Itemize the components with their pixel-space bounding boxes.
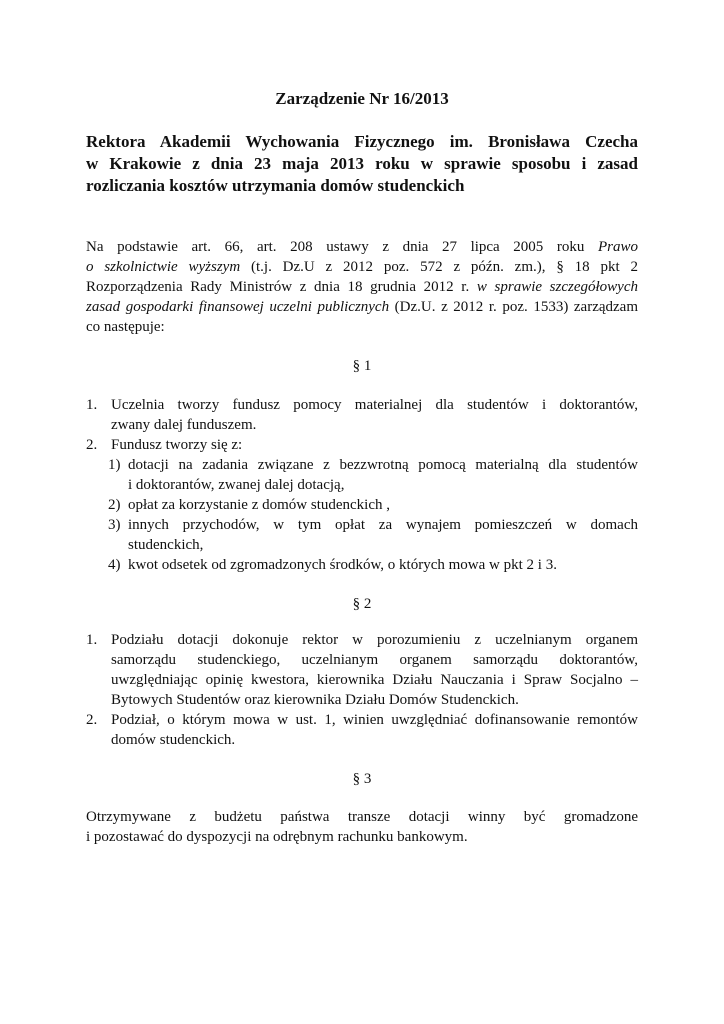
item-line: domów studenckich. <box>111 732 236 748</box>
document-subtitle <box>86 131 638 197</box>
sub-list-item <box>86 555 638 575</box>
item-number: 1. <box>86 397 98 413</box>
item-number: 2. <box>86 437 98 453</box>
subtitle-line: rozliczania kosztów utrzymania domów studenckich <box>86 176 465 195</box>
item-line: Fundusz tworzy się z: <box>111 437 243 453</box>
item-line: studenckich, <box>128 537 204 553</box>
item-line: Uczelnia tworzy fundusz pomocy materialnej dla studentów i doktorantów, <box>111 397 638 413</box>
paragraph-line: Otrzymywane z budżetu państwa transze dotacji winny być gromadzone <box>86 809 638 825</box>
section-1-heading: § 1 <box>352 358 372 374</box>
subtitle-line: Rektora Akademii Wychowania Fizycznego im. Bronisława Czecha <box>86 132 638 151</box>
item-line: Podziału dotacji dokonuje rektor w porozumieniu z uczelnianym organem <box>111 632 638 648</box>
paragraph-line: co następuje: <box>86 319 165 335</box>
item-line: dotacji na zadania związane z bezzwrotną pomocą materialną dla studentów <box>128 457 638 473</box>
italic-text-run: zasad gospodarki finansowej uczelni publicznych <box>86 299 390 315</box>
item-line: opłat za korzystanie z domów studenckich , <box>128 497 391 513</box>
list-item <box>86 395 638 435</box>
item-line: kwot odsetek od zgromadzonych środków, o których mowa w pkt 2 i 3. <box>128 557 557 573</box>
section-1-list <box>86 395 638 575</box>
sub-list-item <box>86 455 638 495</box>
italic-text-run: Prawo <box>597 239 638 255</box>
text-run: Na podstawie art. 66, art. 208 ustawy z dnia 27 lipca 2005 roku <box>86 239 598 255</box>
item-number: 2. <box>86 712 98 728</box>
sub-list-item <box>86 495 638 515</box>
list-item <box>86 435 638 455</box>
list-item <box>86 710 638 750</box>
list-item <box>86 630 638 710</box>
sub-item-number: 4) <box>108 557 121 573</box>
sub-item-number: 1) <box>108 457 121 473</box>
paragraph-line <box>86 257 638 277</box>
text-run: Rozporządzenia Rady Ministrów z dnia 18 grudnia 2012 r. <box>86 279 477 295</box>
subtitle-line: w Krakowie z dnia 23 maja 2013 roku w sprawie sposobu i zasad <box>86 154 638 173</box>
item-line: Podział, o którym mowa w ust. 1, winien uwzględniać dofinansowanie remontów <box>111 712 638 728</box>
italic-text-run: w sprawie szczegółowych <box>476 279 638 295</box>
item-line: Bytowych Studentów oraz kierownika Działu Domów Studenckich. <box>111 692 519 708</box>
item-number: 1. <box>86 632 98 648</box>
section-3-paragraph <box>86 807 638 847</box>
paragraph-line <box>86 237 638 257</box>
item-line: innych przychodów, w tym opłat za wynajem pomieszczeń w domach <box>128 517 638 533</box>
text-run: (t.j. Dz.U z 2012 poz. 572 z późn. zm.), § 18 pkt 2 <box>240 259 638 275</box>
document-title: Zarządzenie Nr 16/2013 <box>275 89 449 108</box>
item-line: i doktorantów, zwanej dalej dotacją, <box>128 477 345 493</box>
section-2-list <box>86 630 638 750</box>
item-line: uwzględniając opinię kwestora, kierownika Działu Nauczania i Spraw Socjalno – <box>111 672 638 688</box>
paragraph-line <box>86 297 638 317</box>
text-run: (Dz.U. z 2012 r. poz. 1533) zarządzam <box>389 299 639 315</box>
legal-basis-paragraph <box>86 237 638 337</box>
sub-item-number: 2) <box>108 497 121 513</box>
section-3-heading: § 3 <box>352 771 372 787</box>
paragraph-line: i pozostawać do dyspozycji na odrębnym rachunku bankowym. <box>86 829 468 845</box>
paragraph-line <box>86 277 638 297</box>
italic-text-run: o szkolnictwie wyższym <box>86 259 241 275</box>
item-line: zwany dalej funduszem. <box>111 417 257 433</box>
item-line: samorządu studenckiego, uczelnianym organem samorządu doktorantów, <box>111 652 638 668</box>
section-2-heading: § 2 <box>352 596 372 612</box>
sub-list-item <box>86 515 638 555</box>
sub-item-number: 3) <box>108 517 121 533</box>
